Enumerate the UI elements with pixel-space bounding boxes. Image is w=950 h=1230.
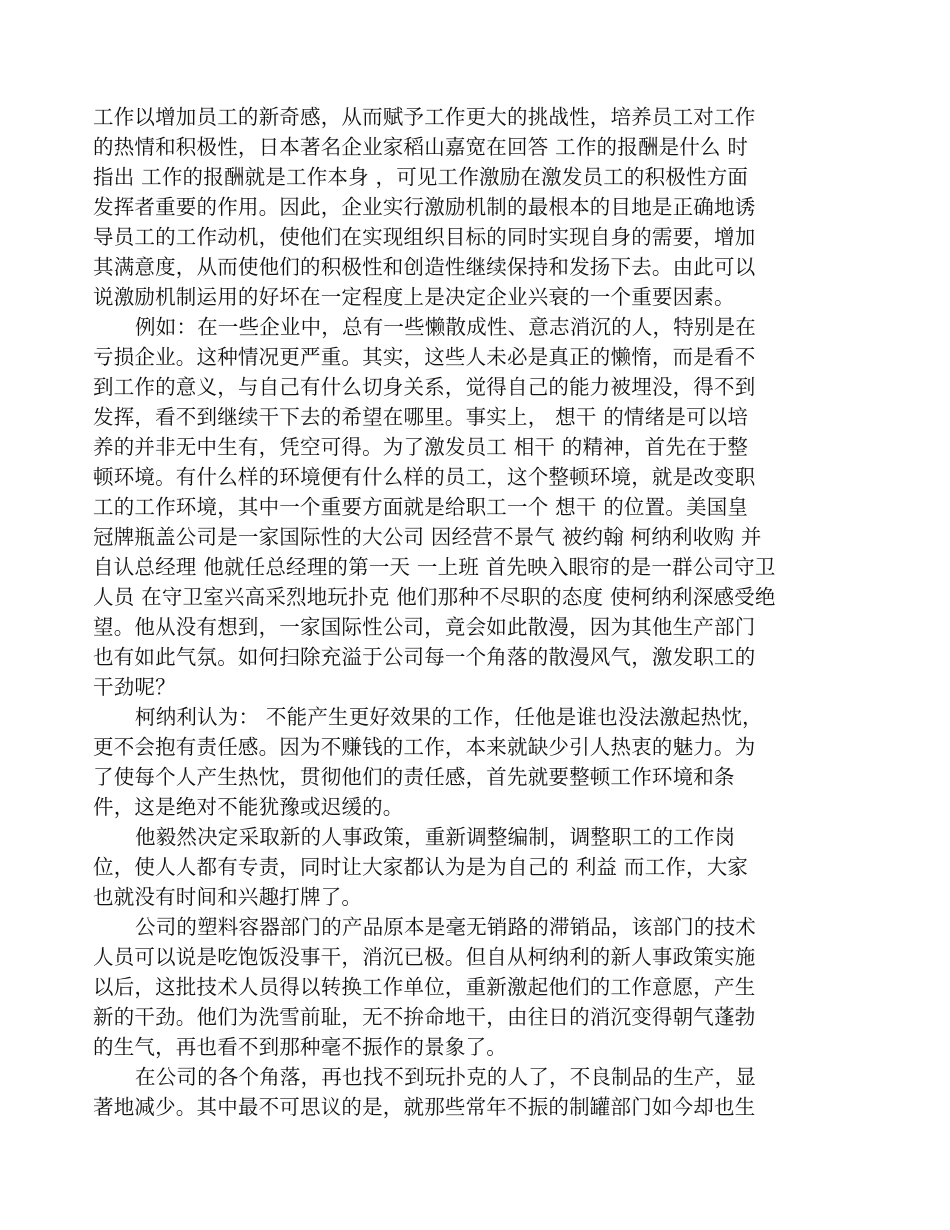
- text-line: 自认总经理 他就任总经理的第一天 一上班 首先映入眼帘的是一群公司守卫: [93, 555, 776, 579]
- text-line: 例如：在一些企业中，总有一些懒散成性、意志消沉的人，特别是在: [135, 315, 756, 339]
- text-line: 柯纳利认为： 不能产生更好效果的工作，任他是谁也没法激起热忱，: [135, 705, 763, 729]
- text-line: 也就没有时间和兴趣打牌了。: [93, 885, 363, 909]
- text-line: 发挥，看不到继续干下去的希望在哪里。事实上， 想干 的情绪是可以培: [93, 405, 749, 429]
- text-line: 到工作的意义，与自己有什么切身关系，觉得自己的能力被埋没，得不到: [93, 375, 756, 399]
- text-line: 在公司的各个角落，再也找不到玩扑克的人了，不良制品的生产，显: [135, 1065, 756, 1089]
- text-line: 导员工的工作动机，使他们在实现组织目标的同时实现自身的需要，增加: [93, 225, 756, 249]
- text-line: 顿环境。有什么样的环境便有什么样的员工，这个整顿环境，就是改变职: [93, 465, 756, 489]
- text-line: 也有如此气氛。如何扫除充溢于公司每一个角落的散漫风气，激发职工的: [93, 645, 756, 669]
- text-line: 更不会抱有责任感。因为不赚钱的工作，本来就缺少引人热衷的魅力。为: [93, 735, 756, 759]
- text-line: 件，这是绝对不能犹豫或迟缓的。: [93, 795, 404, 819]
- text-line: 养的并非无中生有，凭空可得。为了激发员工 相干 的精神，首先在于整: [93, 435, 749, 459]
- text-line: 的热情和积极性，日本著名企业家稻山嘉宽在回答 工作的报酬是什么 时: [93, 135, 749, 159]
- text-line: 亏损企业。这种情况更严重。其实，这些人未必是真正的懒惰，而是看不: [93, 345, 756, 369]
- text-line: 人员可以说是吃饱饭没事干，消沉已极。但自从柯纳利的新人事政策实施: [93, 945, 756, 969]
- text-line: 了使每个人产生热忱，贯彻他们的责任感，首先就要整顿工作环境和条: [93, 765, 735, 789]
- text-line: 以后，这批技术人员得以转换工作单位，重新激起他们的工作意愿，产生: [93, 975, 756, 999]
- text-line: 著地减少。其中最不可思议的是，就那些常年不振的制罐部门如今却也生: [93, 1095, 756, 1119]
- text-line: 他毅然决定采取新的人事政策，重新调整编制，调整职工的工作岗: [135, 825, 736, 849]
- text-line: 指出 工作的报酬就是工作本身 ，可见工作激励在激发员工的积极性方面: [93, 165, 749, 189]
- text-line: 望。他从没有想到，一家国际性公司，竟会如此散漫，因为其他生产部门: [93, 615, 756, 639]
- text-line: 其满意度，从而使他们的积极性和创造性继续保持和发扬下去。由此可以: [93, 255, 756, 279]
- text-line: 说激励机制运用的好坏在一定程度上是决定企业兴衰的一个重要因素。: [93, 285, 735, 309]
- text-line: 的生气，再也看不到那种毫不振作的景象了。: [93, 1035, 507, 1059]
- text-line: 位，使人人都有专责，同时让大家都认为是为自己的 利益 而工作，大家: [93, 855, 749, 879]
- text-line: 工的工作环境，其中一个重要方面就是给职工一个 想干 的位置。美国皇: [93, 495, 749, 519]
- text-line: 人员 在守卫室兴高采烈地玩扑克 他们那种不尽职的态度 使柯纳利深感受绝: [93, 585, 776, 609]
- text-line: 工作以增加员工的新奇感，从而赋予工作更大的挑战性，培养员工对工作: [93, 105, 756, 129]
- text-line: 发挥者重要的作用。因此，企业实行激励机制的最根本的目地是正确地诱: [93, 195, 756, 219]
- text-line: 公司的塑料容器部门的产品原本是毫无销路的滞销品，该部门的技术: [135, 915, 756, 939]
- text-line: 新的干劲。他们为洗雪前耻，无不拚命地干，由往日的消沉变得朝气蓬勃: [93, 1005, 756, 1029]
- text-line: 冠牌瓶盖公司是一家国际性的大公司 因经营不景气 被约翰 柯纳利收购 并: [93, 525, 762, 549]
- text-line: 干劲呢？: [93, 675, 176, 699]
